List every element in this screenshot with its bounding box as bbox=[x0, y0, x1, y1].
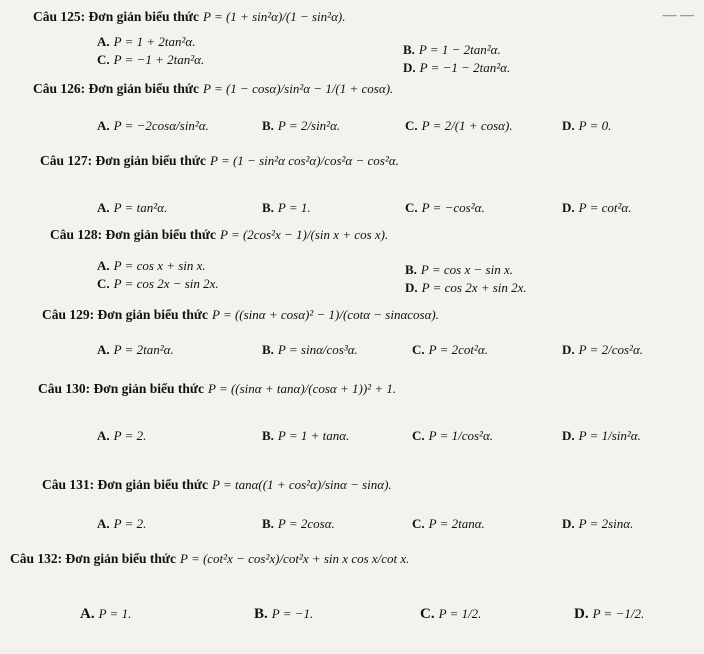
option-a[interactable]: A. P = −2cosα/sin²α. bbox=[97, 118, 209, 133]
option-d[interactable]: D. P = cos 2x + sin 2x. bbox=[405, 280, 527, 295]
question-head: Câu 125: Đơn giản biểu thức bbox=[33, 9, 199, 24]
option-b[interactable]: B. P = 1 − 2tan²α. bbox=[403, 42, 501, 57]
question-head: Câu 128: Đơn giản biểu thức bbox=[50, 227, 216, 242]
question-131 bbox=[42, 476, 392, 494]
option-c[interactable]: C. P = 2cot²α. bbox=[412, 342, 488, 357]
corner-mark: — — bbox=[662, 8, 694, 23]
question-125 bbox=[33, 8, 345, 26]
question-132 bbox=[10, 550, 409, 568]
option-b[interactable]: B. P = 1 + tanα. bbox=[262, 428, 350, 443]
question-130 bbox=[38, 380, 396, 398]
option-d[interactable]: D. P = 2sinα. bbox=[562, 516, 634, 531]
question-head: Câu 127: Đơn giản biểu thức bbox=[40, 153, 206, 168]
options-131 bbox=[0, 516, 704, 538]
option-c[interactable]: C. P = 2tanα. bbox=[412, 516, 485, 531]
option-a[interactable]: A. P = cos x + sin x. bbox=[97, 258, 206, 273]
option-d[interactable]: D. P = 1/sin²α. bbox=[562, 428, 641, 443]
option-b[interactable]: B. P = sinα/cos³α. bbox=[262, 342, 358, 357]
question-expression: P = (cot²x − cos²x)/cot²x + sin x cos x/cot x. bbox=[179, 551, 410, 566]
option-a[interactable]: A. P = tan²α. bbox=[97, 200, 168, 215]
options-127 bbox=[0, 200, 704, 222]
question-head: Câu 132: Đơn giản biểu thức bbox=[10, 551, 176, 566]
options-125 bbox=[0, 34, 704, 74]
question-expression: P = (2cos²x − 1)/(sin x + cos x). bbox=[219, 227, 389, 242]
question-expression: P = (1 − sin²α cos²α)/cos²α − cos²α. bbox=[209, 153, 399, 168]
option-c[interactable]: C. P = −cos²α. bbox=[405, 200, 485, 215]
option-b[interactable]: B. P = 2/sin²α. bbox=[262, 118, 341, 133]
option-d[interactable]: D. P = cot²α. bbox=[562, 200, 632, 215]
options-130 bbox=[0, 428, 704, 450]
question-expression: P = tanα((1 + cos²α)/sinα − sinα). bbox=[211, 477, 392, 492]
options-129 bbox=[0, 342, 704, 364]
option-a[interactable]: A. P = 1 + 2tan²α. bbox=[97, 34, 196, 49]
option-c[interactable]: C. P = −1 + 2tan²α. bbox=[97, 52, 205, 67]
option-a[interactable]: A. P = 2. bbox=[97, 516, 147, 531]
question-head: Câu 126: Đơn giản biểu thức bbox=[33, 81, 199, 96]
question-expression: P = ((sinα + cosα)² − 1)/(cotα − sinαcosα). bbox=[211, 307, 440, 322]
options-132 bbox=[0, 606, 704, 632]
question-126 bbox=[33, 80, 393, 98]
question-127 bbox=[40, 152, 399, 170]
question-128 bbox=[50, 226, 388, 244]
option-c[interactable]: C. P = 1/2. bbox=[420, 606, 482, 622]
question-head: Câu 131: Đơn giản biểu thức bbox=[42, 477, 208, 492]
option-d[interactable]: D. P = 0. bbox=[562, 118, 612, 133]
question-head: Câu 130: Đơn giản biểu thức bbox=[38, 381, 204, 396]
question-expression: P = (1 − cosα)/sin²α − 1/(1 + cosα). bbox=[202, 81, 394, 96]
option-c[interactable]: C. P = 1/cos²α. bbox=[412, 428, 494, 443]
option-d[interactable]: D. P = −1/2. bbox=[574, 606, 645, 622]
question-129 bbox=[42, 306, 439, 324]
option-d[interactable]: D. P = −1 − 2tan²α. bbox=[403, 60, 511, 75]
option-b[interactable]: B. P = 2cosα. bbox=[262, 516, 335, 531]
option-a[interactable]: A. P = 2tan²α. bbox=[97, 342, 174, 357]
option-a[interactable]: A. P = 1. bbox=[80, 606, 132, 622]
option-a[interactable]: A. P = 2. bbox=[97, 428, 147, 443]
option-b[interactable]: B. P = cos x − sin x. bbox=[405, 262, 513, 277]
options-128 bbox=[0, 258, 704, 298]
option-c[interactable]: C. P = 2/(1 + cosα). bbox=[405, 118, 513, 133]
option-b[interactable]: B. P = −1. bbox=[254, 606, 314, 622]
question-expression: P = ((sinα + tanα)/(cosα + 1))² + 1. bbox=[207, 381, 397, 396]
option-b[interactable]: B. P = 1. bbox=[262, 200, 311, 215]
options-126 bbox=[0, 118, 704, 140]
option-d[interactable]: D. P = 2/cos²α. bbox=[562, 342, 644, 357]
question-head: Câu 129: Đơn giản biểu thức bbox=[42, 307, 208, 322]
question-expression: P = (1 + sin²α)/(1 − sin²α). bbox=[202, 9, 346, 24]
option-c[interactable]: C. P = cos 2x − sin 2x. bbox=[97, 276, 219, 291]
